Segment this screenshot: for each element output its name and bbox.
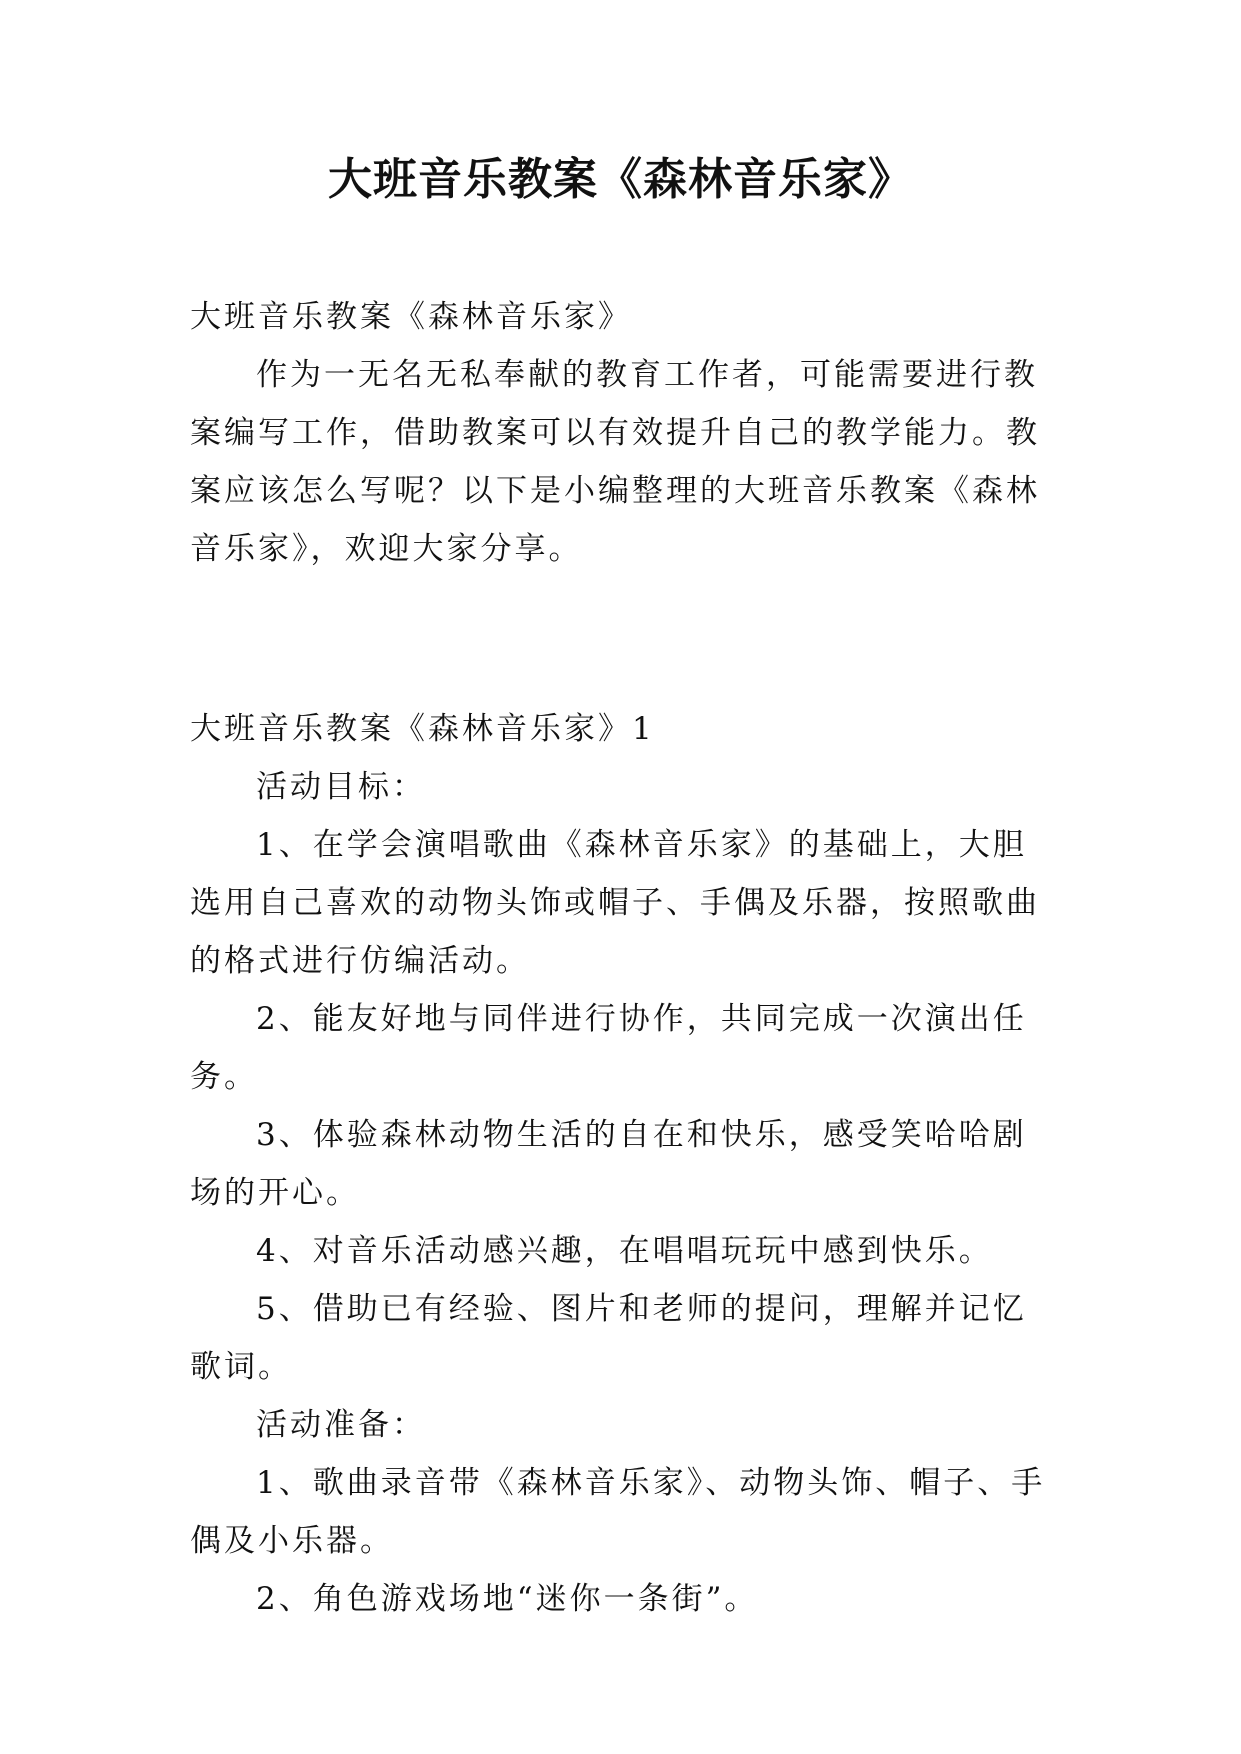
lesson-section-1 (190, 700, 1060, 1628)
intro-heading: 大班音乐教案《森林音乐家》 (190, 299, 632, 335)
goal-item: 3、体验森林动物生活的自在和快乐，感受笑哈哈剧场的开心。 (190, 1117, 1027, 1211)
intro-section (190, 288, 1060, 578)
goal-item: 1、在学会演唱歌曲《森林音乐家》的基础上，大胆选用自己喜欢的动物头饰或帽子、手偶及乐器，按照歌曲的格式进行仿编活动。 (190, 827, 1040, 979)
section-heading: 大班音乐教案《森林音乐家》1 (190, 711, 655, 747)
intro-paragraph: 作为一无名无私奉献的教育工作者，可能需要进行教案编写工作，借助教案可以有效提升自己的教学能力。教案应该怎么写呢？以下是小编整理的大班音乐教案《森林音乐家》，欢迎大家分享。 (190, 357, 1040, 567)
goals-heading: 活动目标： (256, 769, 426, 805)
prep-item: 2、角色游戏场地“迷你一条街”。 (256, 1581, 759, 1617)
goal-item: 4、对音乐活动感兴趣，在唱唱玩玩中感到快乐。 (256, 1233, 993, 1269)
goal-item: 2、能友好地与同伴进行协作，共同完成一次演出任务。 (190, 1001, 1027, 1095)
prep-heading: 活动准备： (256, 1407, 426, 1443)
goal-item: 5、借助已有经验、图片和老师的提问，理解并记忆歌词。 (190, 1291, 1027, 1385)
document-title: 大班音乐教案《森林音乐家》 (328, 154, 913, 205)
prep-item: 1、歌曲录音带《森林音乐家》、动物头饰、帽子、手偶及小乐器。 (190, 1465, 1046, 1559)
